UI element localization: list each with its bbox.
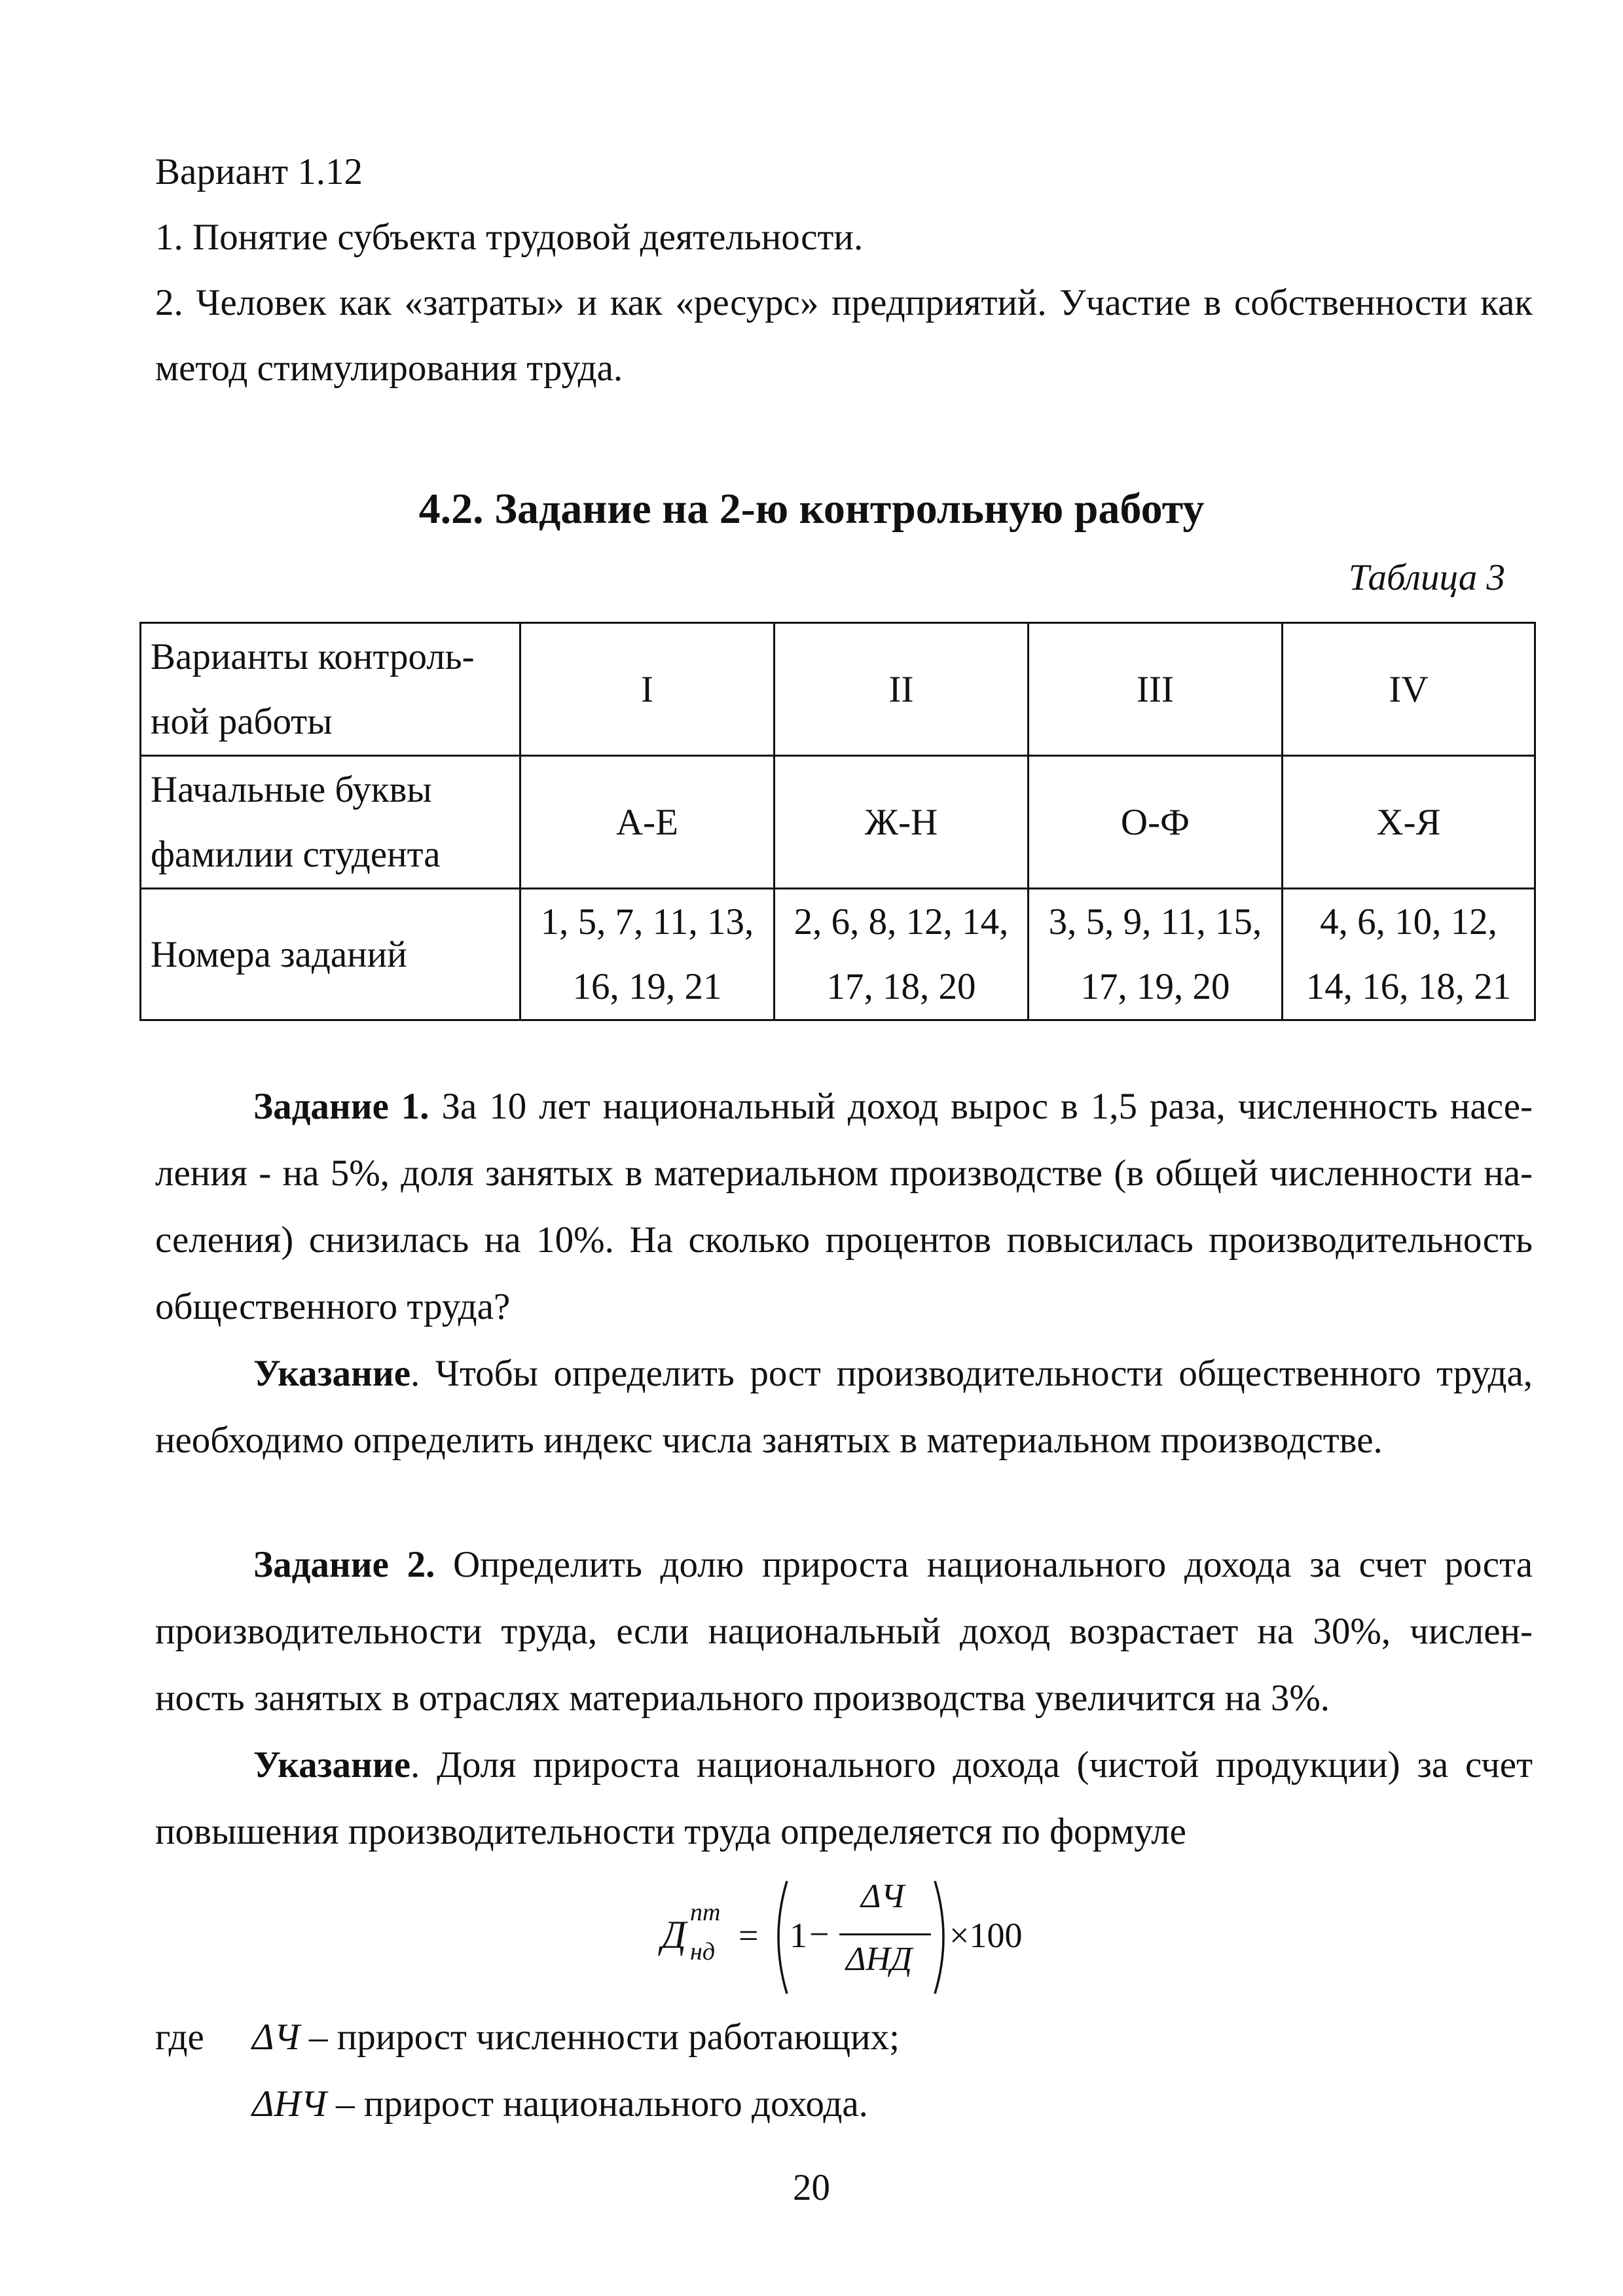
section-heading: 4.2. Задание на 2-ю контрольную работу [418, 485, 1205, 533]
task-1-line-3: селения) снизилась на 10%. На сколько процентов повысилась производительность [155, 1219, 1533, 1261]
letters-cell-2: Ж-Н [775, 756, 1029, 889]
letters-cell-4: Х-Я [1283, 756, 1535, 889]
task-1-line-1 [155, 1073, 1533, 1140]
tasks-line: 1, 5, 7, 11, 13, [540, 901, 754, 942]
formula-superscript: пт [690, 1899, 721, 1926]
task-1-text: За 10 лет национальный доход вырос в 1,5 раза, численность насе- [429, 1086, 1533, 1127]
tasks-line: 2, 6, 8, 12, 14, [793, 901, 1009, 942]
assignment-table [139, 622, 1536, 1021]
letters-cell-3: О-Ф [1029, 756, 1283, 889]
task-1-hint-line-2: необходимо определить индекс числа занятых в материальном производстве. [155, 1420, 1383, 1461]
row-label-variants [141, 623, 520, 756]
task-2-line-1 [155, 1532, 1533, 1598]
definition-1-symbol: ΔЧ [252, 2017, 300, 2058]
task-1-hint-line-1 [155, 1340, 1533, 1407]
variant-cell-1: I [520, 623, 775, 756]
row-label-line: Начальные буквы [151, 769, 432, 810]
task-1-hint-text: . Чтобы определить рост производительности общественного труда, [410, 1353, 1533, 1394]
formula-subscript: нд [690, 1938, 716, 1965]
task-1-line-4: общественного труда? [155, 1286, 511, 1327]
task-1-hint-label: Указание [253, 1353, 411, 1394]
tasks-cell-3 [1029, 889, 1283, 1020]
task-2-label: Задание 2. [253, 1544, 435, 1585]
formula-fraction-bar [839, 1933, 931, 1935]
tasks-line: 17, 18, 20 [826, 966, 976, 1007]
formula-left-paren [766, 1878, 792, 1996]
task-2-hint-text: . Доля прироста национального дохода (чистой продукции) за счет [410, 1744, 1533, 1785]
formula-numerator: ΔЧ [861, 1878, 905, 1915]
table-row-task-numbers [141, 889, 1535, 1020]
task-2 [155, 1532, 1533, 1865]
definition-1-text: – прирост численности работающих; [299, 2017, 900, 2058]
task-2-hint-line-1 [155, 1732, 1533, 1799]
task-2-line-2: производительности труда, если национальный доход возрастает на 30%, числен- [155, 1611, 1533, 1652]
task-2-line-3: ность занятых в отраслях материального производства увеличится на 3%. [155, 1677, 1330, 1719]
letters-cell-1: А-Е [520, 756, 775, 889]
formula-equals: = [739, 1916, 759, 1955]
task-1-label: Задание 1. [253, 1086, 429, 1127]
variant-cell-2: II [775, 623, 1029, 756]
tasks-line: 4, 6, 10, 12, [1320, 901, 1497, 942]
formula-lhs: Д [661, 1913, 687, 1956]
table-row-letters [141, 756, 1535, 889]
formula-minus: − [809, 1914, 830, 1954]
variant-question-2-line-2: метод стимулирования труда. [155, 348, 623, 389]
formula-one: 1 [790, 1916, 807, 1955]
row-label-line: Варианты контроль- [151, 636, 475, 677]
variant-question-2-line-1: 2. Человек как «затраты» и как «ресурс» предприятий. Участие в собственности как [155, 282, 1533, 323]
page-number: 20 [793, 2167, 830, 2208]
tasks-cell-2 [775, 889, 1029, 1020]
task-2-hint-label: Указание [253, 1744, 411, 1785]
task-2-text: Определить долю прироста национального дохода за счет роста [435, 1544, 1533, 1585]
variant-cell-4: IV [1283, 623, 1535, 756]
table-row-variants [141, 623, 1535, 756]
tasks-line: 3, 5, 9, 11, 15, [1048, 901, 1262, 942]
definition-2-symbol: ΔНЧ [252, 2083, 327, 2125]
definition-2-text: – прирост национального дохода. [326, 2083, 868, 2125]
row-label-line: ной работы [151, 701, 333, 742]
variant-title: Вариант 1.12 [155, 151, 363, 192]
task-1-line-2: ления - на 5%, доля занятых в материальном производстве (в общей численности на- [155, 1153, 1533, 1194]
table-caption: Таблица 3 [1348, 557, 1505, 598]
formula-times-100: ×100 [949, 1916, 1023, 1955]
row-label-letters [141, 756, 520, 889]
tasks-cell-4 [1283, 889, 1535, 1020]
formula [661, 1872, 1028, 2003]
tasks-line: 17, 19, 20 [1080, 966, 1230, 1007]
row-label-line: фамилии студента [151, 834, 441, 875]
tasks-line: 16, 19, 21 [572, 966, 722, 1007]
variant-cell-3: III [1029, 623, 1283, 756]
variant-question-1: 1. Понятие субъекта трудовой деятельности. [155, 217, 864, 258]
task-1 [155, 1073, 1533, 1474]
tasks-line: 14, 16, 18, 21 [1305, 966, 1512, 1007]
row-label-task-numbers: Номера заданий [141, 889, 520, 1020]
where-word: где [155, 2017, 204, 2058]
definition-1 [252, 2016, 900, 2058]
task-2-hint-line-2: повышения производительности труда определяется по формуле [155, 1811, 1186, 1852]
formula-denominator: ΔНД [846, 1941, 913, 1978]
definition-2 [252, 2083, 868, 2125]
tasks-cell-1 [520, 889, 775, 1020]
